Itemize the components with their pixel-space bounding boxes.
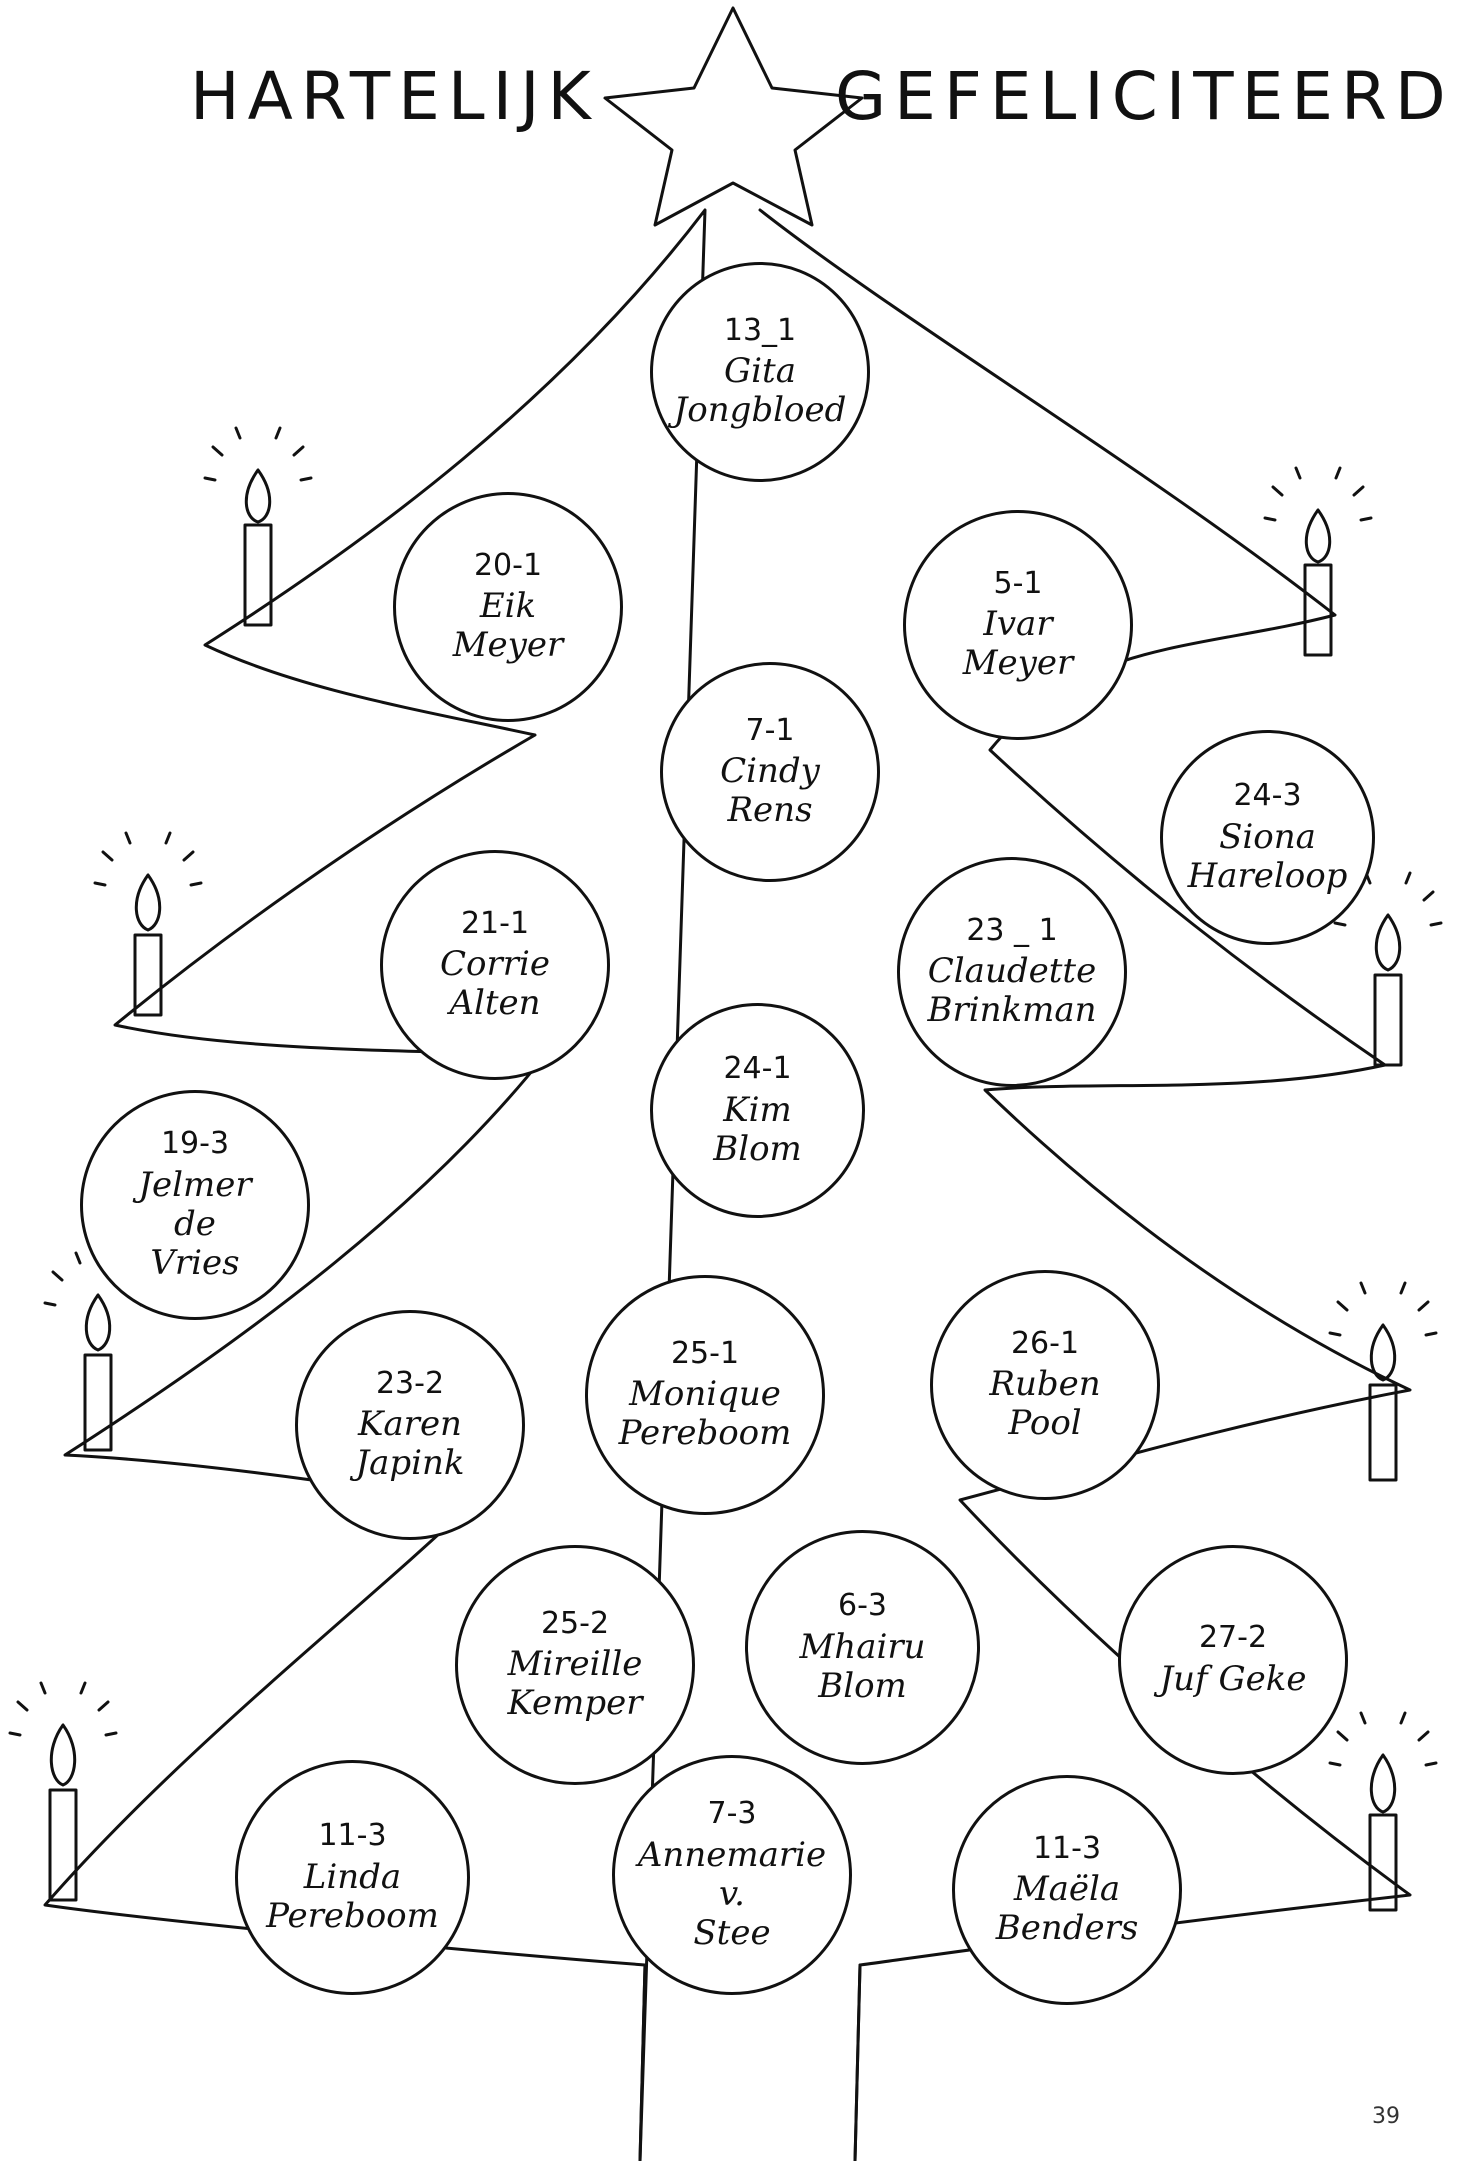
ornament-name-line2: Meyer bbox=[452, 625, 564, 666]
ornament-name-line1: Linda bbox=[303, 1856, 402, 1897]
ornament-name-line2: Meyer bbox=[962, 643, 1074, 684]
ornament-date: 27-2 bbox=[1198, 1620, 1268, 1656]
ornament-name-line2: Pereboom bbox=[266, 1895, 439, 1936]
ornament-date: 11-3 bbox=[318, 1818, 387, 1854]
ornament-date: 24-3 bbox=[1233, 778, 1302, 814]
ornament bbox=[1118, 1545, 1348, 1775]
ornament-date: 13_1 bbox=[723, 312, 797, 348]
ornament-name-line2: Blom bbox=[818, 1665, 907, 1706]
ornament-name-line1: Claudette bbox=[927, 951, 1097, 992]
ornament-name-line1: Kim bbox=[723, 1089, 792, 1130]
ornament-date: 19-3 bbox=[160, 1126, 230, 1162]
ornament-date: 5-1 bbox=[993, 565, 1043, 601]
ornament-name-line2: de bbox=[174, 1203, 216, 1244]
ornament-name-line1: Gita bbox=[724, 351, 796, 392]
ornament-name-line2: v. bbox=[719, 1873, 745, 1914]
ornament bbox=[952, 1775, 1182, 2005]
ornament-name-line2: Blom bbox=[713, 1128, 802, 1169]
ornament-name-line1: Monique bbox=[629, 1374, 781, 1415]
ornament-name-line2: Kemper bbox=[507, 1683, 643, 1724]
ornament-name-line2: Hareloop bbox=[1187, 855, 1348, 896]
ornament-name-line1: Annemarie bbox=[637, 1834, 827, 1875]
ornament bbox=[660, 662, 880, 882]
ornament-date: 24-1 bbox=[723, 1051, 792, 1087]
ornament-name-line1: Jelmer bbox=[138, 1164, 252, 1205]
ornament bbox=[903, 510, 1133, 740]
candle-icon bbox=[1330, 1283, 1436, 1480]
ornament-name-line3: Vries bbox=[150, 1242, 240, 1283]
ornament-name-line2: Benders bbox=[995, 1908, 1139, 1949]
ornament bbox=[585, 1275, 825, 1515]
ornament-name-line2: Brinkman bbox=[927, 990, 1097, 1031]
ornament-date: 21-1 bbox=[460, 905, 530, 941]
ornament-name-line2: Alten bbox=[449, 983, 541, 1024]
ornament bbox=[612, 1755, 852, 1995]
ornament-name-line2: Pereboom bbox=[618, 1413, 792, 1454]
ornament bbox=[897, 857, 1127, 1087]
ornament-date: 26-1 bbox=[1010, 1325, 1080, 1361]
ornament-name-line3: Stee bbox=[693, 1912, 771, 1953]
ornament bbox=[235, 1760, 470, 1995]
tree-trunk bbox=[640, 1965, 860, 2161]
ornament bbox=[393, 492, 623, 722]
ornament bbox=[80, 1090, 310, 1320]
heading-left: HARTELIJK bbox=[190, 58, 599, 135]
ornament bbox=[1160, 730, 1375, 945]
ornament-date: 20-1 bbox=[473, 547, 543, 583]
ornament-date: 6-3 bbox=[838, 1588, 887, 1624]
star-icon bbox=[605, 8, 862, 225]
ornament-name-line1: Mhairu bbox=[799, 1626, 926, 1667]
candle-icon bbox=[10, 1683, 116, 1900]
candle-icon bbox=[1330, 1713, 1436, 1910]
candle-icon bbox=[95, 833, 201, 1015]
ornament-name-line1: Cindy bbox=[720, 751, 820, 792]
ornament-date: 23-2 bbox=[375, 1365, 445, 1401]
ornament-date: 25-1 bbox=[670, 1335, 740, 1371]
ornament bbox=[295, 1310, 525, 1540]
ornament-name-line1: Karen bbox=[358, 1404, 462, 1445]
heading-right: GEFELICITEERD bbox=[835, 58, 1454, 135]
ornament bbox=[930, 1270, 1160, 1500]
ornament-name-line2: Jongbloed bbox=[673, 390, 847, 431]
ornament-name-line2: Pool bbox=[1008, 1403, 1082, 1444]
page-number: 39 bbox=[1372, 2104, 1400, 2129]
ornament-name-line1: Maëla bbox=[1013, 1869, 1121, 1910]
ornament-name-line1: Corrie bbox=[440, 944, 550, 985]
ornament-name-line1: Ruben bbox=[989, 1364, 1101, 1405]
ornament-date: 25-2 bbox=[540, 1605, 610, 1641]
ornament bbox=[650, 1003, 865, 1218]
candle-icon bbox=[205, 428, 311, 625]
ornament bbox=[380, 850, 610, 1080]
ornament-date: 7-3 bbox=[707, 1796, 757, 1832]
ornament-name-line1: Siona bbox=[1219, 816, 1316, 857]
ornament bbox=[455, 1545, 695, 1785]
ornament-date: 23 _ 1 bbox=[966, 912, 1058, 948]
ornament-name-line1: Mireille bbox=[507, 1644, 643, 1685]
ornament-name-line2: Japink bbox=[355, 1443, 465, 1484]
ornament-name-line1: Eik bbox=[479, 586, 537, 627]
ornament-date: 11-3 bbox=[1032, 1830, 1102, 1866]
ornament-date: 7-1 bbox=[745, 712, 795, 748]
ornament-name-line1: Ivar bbox=[983, 604, 1053, 645]
ornament-name-line1: Juf Geke bbox=[1159, 1658, 1307, 1699]
ornament bbox=[650, 262, 870, 482]
ornament-name-line2: Rens bbox=[727, 790, 813, 831]
ornament bbox=[745, 1530, 980, 1765]
